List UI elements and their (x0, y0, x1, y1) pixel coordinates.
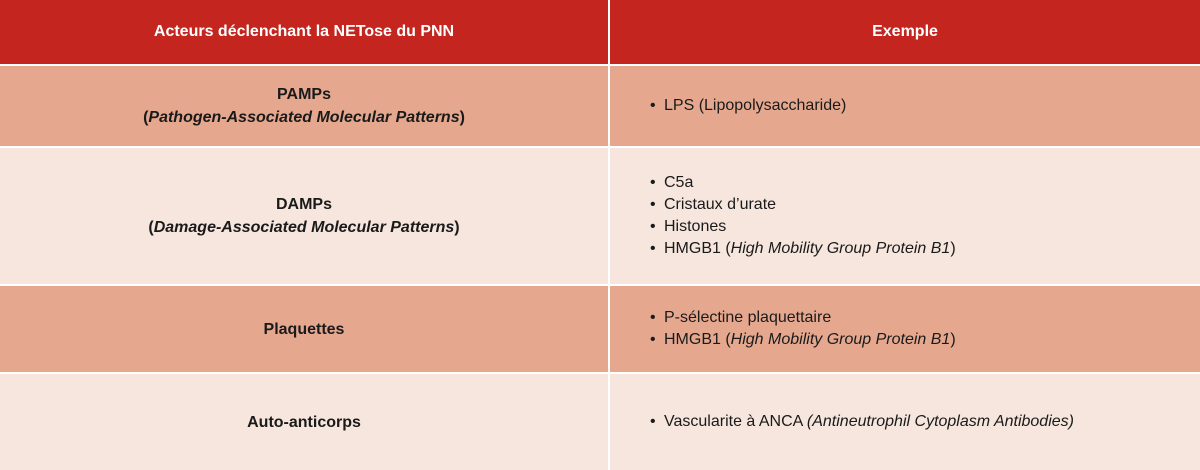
example-cell (610, 148, 1200, 284)
example-list (650, 172, 956, 260)
actor-name: Plaquettes (263, 320, 345, 338)
header-example: Exemple (872, 23, 938, 40)
example-cell (610, 286, 1200, 372)
example-list (650, 307, 956, 351)
actor-name: DAMPs (275, 196, 332, 213)
list-item: • HMGB1 (High Mobility Group Protein B1) (650, 329, 956, 351)
actor-name: Auto-anticorps (247, 413, 361, 431)
table-header (0, 0, 1200, 66)
list-item: • LPS (Lipopolysaccharide) (650, 95, 846, 117)
actor-full-name: (Damage-Associated Molecular Patterns) (148, 219, 460, 236)
example-list (650, 95, 846, 117)
actor-cell (0, 286, 610, 372)
list-item: • Vascularite à ANCA (Antineutrophil Cytoplasm Antibodies) (650, 411, 1074, 433)
list-item: • P-sélectine plaquettaire (650, 307, 956, 329)
table-row (0, 374, 1200, 470)
example-cell (610, 66, 1200, 146)
example-cell (610, 374, 1200, 470)
actor-cell (0, 66, 610, 146)
table-row (0, 286, 1200, 374)
table-row (0, 66, 1200, 148)
header-actors: Acteurs déclenchant la NETose du PNN (0, 0, 610, 64)
example-list (650, 411, 1074, 433)
list-item: • C5a (650, 172, 956, 194)
list-item: • Histones (650, 216, 956, 238)
actor-name: PAMPs (277, 86, 331, 103)
table-row (0, 148, 1200, 286)
actor-cell (0, 148, 610, 284)
actor-cell (0, 374, 610, 470)
list-item: • HMGB1 (High Mobility Group Protein B1) (650, 238, 956, 260)
list-item: • Cristaux d’urate (650, 194, 956, 216)
actor-full-name: (Pathogen-Associated Molecular Patterns) (143, 109, 465, 126)
